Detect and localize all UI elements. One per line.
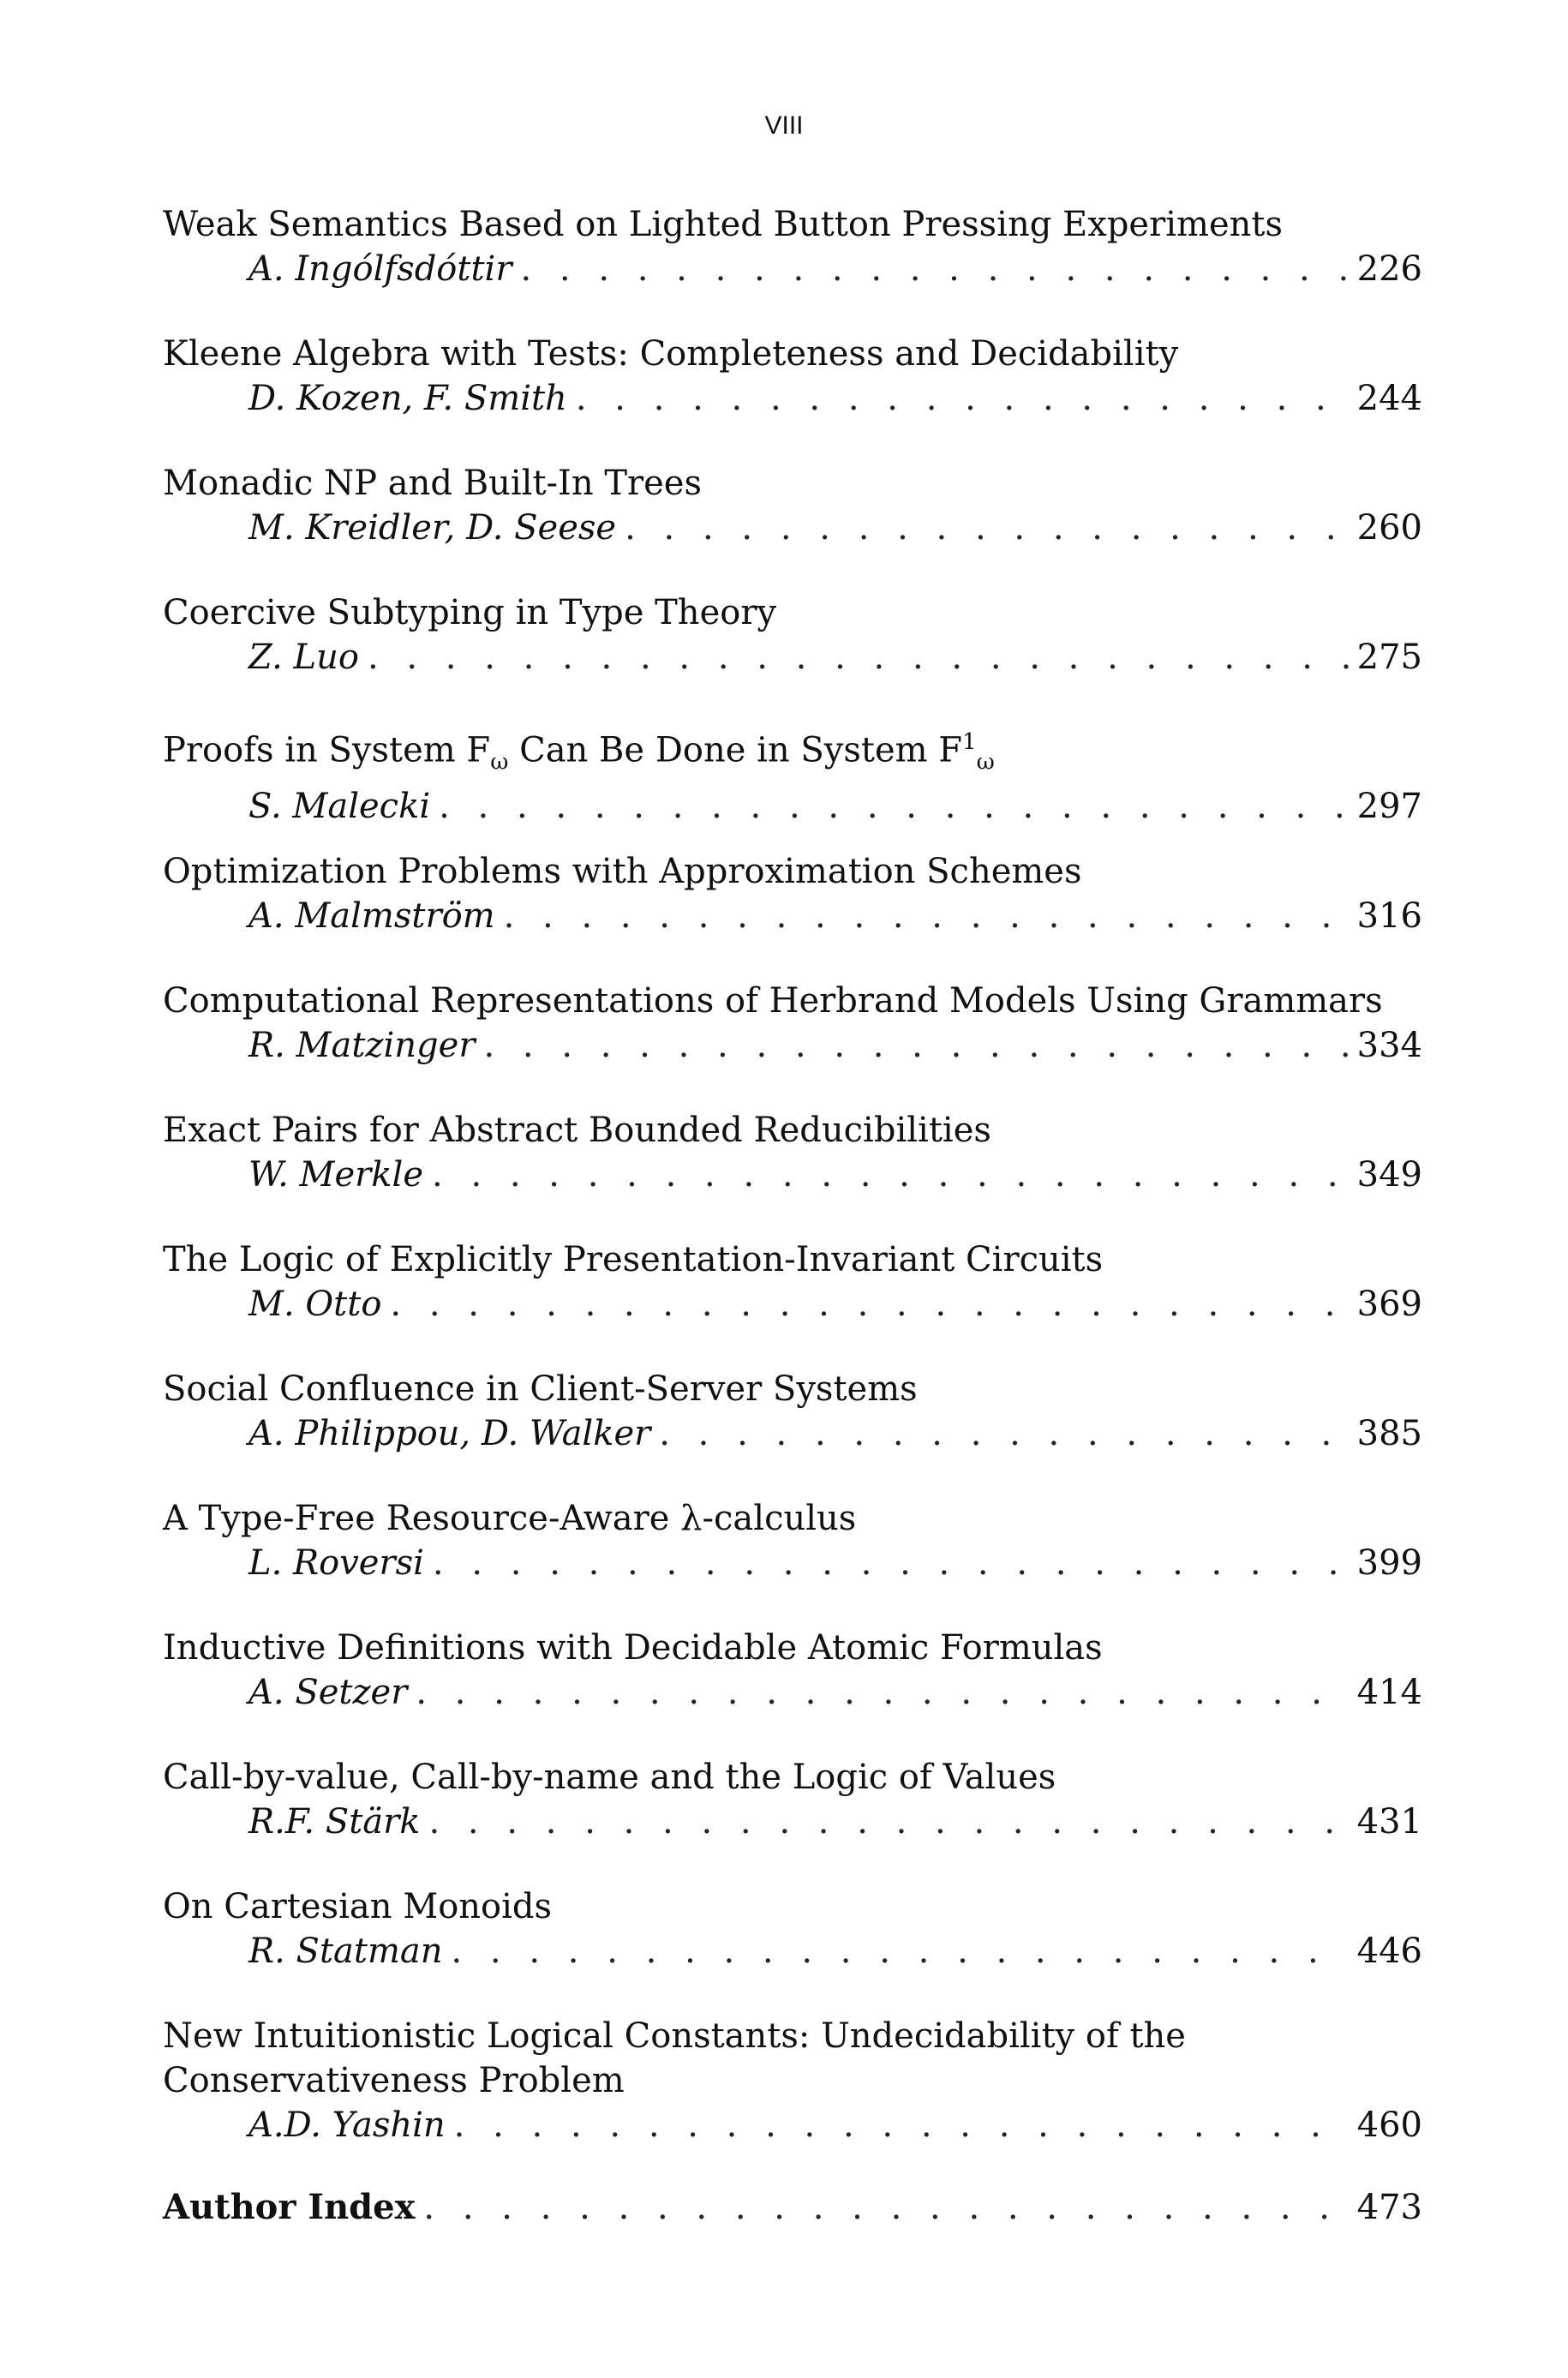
entry-line xyxy=(163,635,1422,680)
dot-leader xyxy=(454,2103,1349,2147)
entry-page: 316 xyxy=(1356,896,1422,936)
entry-page: 414 xyxy=(1356,1673,1422,1712)
entry-line xyxy=(163,1282,1422,1327)
entry-line xyxy=(163,247,1422,291)
entry-page: 399 xyxy=(1356,1543,1422,1583)
title-subscript: ω xyxy=(490,749,509,776)
entry-line xyxy=(163,784,1422,829)
dot-leader xyxy=(659,1411,1348,1456)
toc-entry xyxy=(163,2014,1422,2185)
entry-title: Optimization Problems with Approximation Schemes xyxy=(163,852,1082,891)
entry-page: 369 xyxy=(1356,1285,1422,1324)
entry-title: Coercive Subtyping in Type Theory xyxy=(163,593,777,632)
dot-leader xyxy=(439,784,1349,829)
entry-line xyxy=(163,1800,1422,1844)
dot-leader xyxy=(504,894,1349,938)
entry-title: Exact Pairs for Abstract Bounded Reducibilities xyxy=(163,1111,991,1150)
table-of-contents xyxy=(163,202,1422,2230)
dot-leader xyxy=(451,1929,1348,1974)
entry-title: Inductive Definitions with Decidable Atomic Formulas xyxy=(163,1628,1103,1668)
entry-authors: A. Ingólfsdóttir xyxy=(248,249,512,289)
entry-authors: Z. Luo xyxy=(248,638,359,677)
author-index-entry xyxy=(163,2185,1422,2230)
entry-authors: L. Roversi xyxy=(248,1543,424,1583)
dot-leader xyxy=(432,1153,1349,1197)
entry-page: 385 xyxy=(1356,1414,1422,1453)
dot-leader xyxy=(520,247,1348,291)
toc-entry xyxy=(163,1884,1422,2014)
entry-page: 334 xyxy=(1356,1026,1422,1065)
toc-entry xyxy=(163,1496,1422,1626)
toc-entry xyxy=(163,332,1422,461)
entry-title: Monadic NP and Built-In Trees xyxy=(163,464,703,503)
entry-authors: A.D. Yashin xyxy=(248,2105,446,2145)
entry-title: Computational Representations of Herbrand Models Using Grammars xyxy=(163,981,1383,1021)
entry-title: On Cartesian Monoids xyxy=(163,1887,553,1926)
dot-leader xyxy=(576,376,1349,421)
toc-entry xyxy=(163,202,1422,332)
page-number: VIII xyxy=(764,111,804,140)
entry-title: Social Confluence in Client-Server Systems xyxy=(163,1369,918,1409)
entry-authors: R.F. Stärk xyxy=(248,1802,421,1842)
entry-authors: R. Statman xyxy=(248,1932,443,1971)
entry-line xyxy=(163,376,1422,421)
entry-line xyxy=(163,2103,1422,2147)
entry-authors: A. Philippou, D. Walker xyxy=(248,1414,651,1453)
dot-leader xyxy=(625,506,1349,550)
toc-entry xyxy=(163,1108,1422,1237)
dot-leader xyxy=(416,1670,1348,1715)
title-superscript: 1 xyxy=(962,729,977,755)
entry-title: New Intuitionistic Logical Constants: Undecidability of the Conservativeness Problem xyxy=(163,2016,1186,2100)
toc-entry xyxy=(163,590,1422,720)
toc-entry xyxy=(163,979,1422,1108)
entry-line xyxy=(163,506,1422,550)
entry-line xyxy=(163,1541,1422,1585)
entry-page: 226 xyxy=(1356,249,1422,289)
entry-page: 244 xyxy=(1356,379,1422,418)
entry-authors: M. Kreidler, D. Seese xyxy=(248,508,617,548)
entry-title: The Logic of Explicitly Presentation-Invariant Circuits xyxy=(163,1240,1104,1279)
entry-line xyxy=(163,1670,1422,1715)
toc-entry xyxy=(163,1626,1422,1755)
dot-leader xyxy=(423,2185,1348,2230)
entry-title: Call-by-value, Call-by-name and the Logic of Values xyxy=(163,1758,1056,1797)
entry-page: 349 xyxy=(1356,1155,1422,1195)
entry-page: 473 xyxy=(1356,2188,1422,2227)
title-part: Proofs in System F xyxy=(163,730,491,770)
dot-leader xyxy=(390,1282,1348,1327)
entry-line xyxy=(163,1153,1422,1197)
entry-authors: D. Kozen, F. Smith xyxy=(248,379,567,418)
title-subscript: ω xyxy=(976,749,995,776)
entry-page: 297 xyxy=(1356,787,1422,827)
entry-page: 431 xyxy=(1356,1802,1422,1842)
toc-entry xyxy=(163,1237,1422,1367)
entry-authors: R. Matzinger xyxy=(248,1026,476,1065)
dot-leader xyxy=(433,1541,1349,1585)
entry-line xyxy=(163,894,1422,938)
entry-line xyxy=(163,1411,1422,1456)
entry-authors: S. Malecki xyxy=(248,787,431,827)
title-part: Can Be Done in System F xyxy=(508,730,963,770)
entry-page: 460 xyxy=(1356,2105,1422,2145)
entry-line xyxy=(163,1929,1422,1974)
toc-entry xyxy=(163,461,1422,590)
toc-entry xyxy=(163,1367,1422,1496)
entry-title: Weak Semantics Based on Lighted Button Pressing Experiments xyxy=(163,205,1283,244)
entry-title xyxy=(163,720,1422,784)
dot-leader xyxy=(483,1023,1348,1068)
entry-page: 260 xyxy=(1356,508,1422,548)
toc-entry xyxy=(163,849,1422,979)
entry-line xyxy=(163,1023,1422,1068)
entry-page: 446 xyxy=(1356,1932,1422,1971)
entry-title: A Type-Free Resource-Aware λ-calculus xyxy=(163,1499,857,1538)
toc-entry xyxy=(163,1755,1422,1884)
entry-authors: A. Setzer xyxy=(248,1673,408,1712)
entry-authors: A. Malmström xyxy=(248,896,495,936)
entry-page: 275 xyxy=(1356,638,1422,677)
entry-authors: W. Merkle xyxy=(248,1155,424,1195)
entry-title: Kleene Algebra with Tests: Completeness and Decidability xyxy=(163,334,1179,374)
dot-leader xyxy=(428,1800,1348,1844)
dot-leader xyxy=(368,635,1349,680)
toc-entry xyxy=(163,720,1422,849)
entry-authors: M. Otto xyxy=(248,1285,382,1324)
author-index-label: Author Index xyxy=(163,2187,416,2227)
